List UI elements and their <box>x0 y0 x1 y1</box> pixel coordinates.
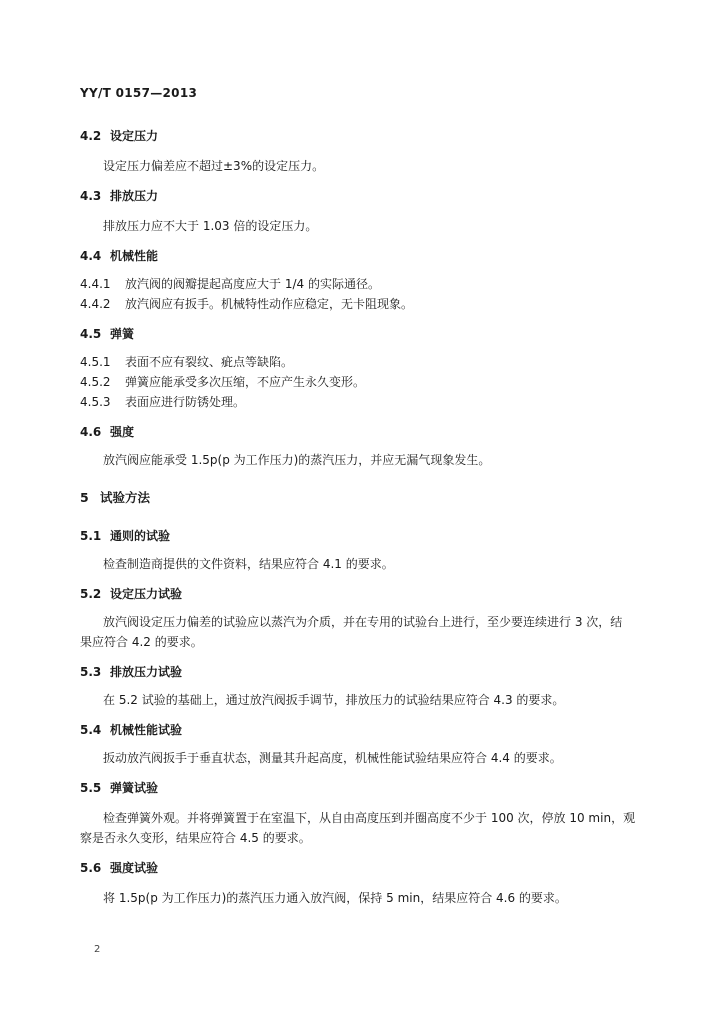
heading-5 <box>80 490 150 506</box>
heading-4-5 <box>80 326 134 342</box>
heading-4-2 <box>80 128 158 144</box>
section-title: 弹簧试验 <box>110 781 159 795</box>
clause-text: 弹簧应能承受多次压缩，不应产生永久变形。 <box>125 375 366 389</box>
clause-text: 表面不应有裂纹、疵点等缺陷。 <box>125 355 294 369</box>
clause-text: 放汽阀应有扳手。机械特性动作应稳定，无卡阻现象。 <box>125 297 414 311</box>
section-title: 机械性能试验 <box>110 723 183 737</box>
section-number: 5.6 <box>80 861 102 875</box>
clause-4-5-3 <box>80 394 245 410</box>
heading-5-3 <box>80 664 182 680</box>
section-number: 4.2 <box>80 129 102 143</box>
page-number: 2 <box>94 944 101 955</box>
chapter-number: 5 <box>80 490 89 505</box>
paragraph-5-5-line1: 检查弹簧外观。并将弹簧置于在室温下，从自由高度压到并圈高度不少于 100 次，停放 10 min，观 <box>103 811 636 825</box>
clause-text: 表面应进行防锈处理。 <box>125 395 246 409</box>
paragraph-5-3: 在 5.2 试验的基础上，通过放汽阀扳手调节，排放压力的试验结果应符合 4.3 的要求。 <box>103 693 565 707</box>
section-title: 弹簧 <box>110 327 135 341</box>
section-number: 5.4 <box>80 723 102 737</box>
clause-4-4-2 <box>80 296 413 312</box>
paragraph-5-5-line2: 察是否永久变形，结果应符合 4.5 的要求。 <box>80 831 311 845</box>
section-number: 4.6 <box>80 425 102 439</box>
section-number: 4.3 <box>80 189 102 203</box>
section-title: 强度试验 <box>110 861 159 875</box>
clause-number: 4.4.2 <box>80 297 111 311</box>
section-title: 通则的试验 <box>110 529 171 543</box>
section-number: 5.1 <box>80 529 102 543</box>
chapter-title: 试验方法 <box>100 490 151 505</box>
section-number: 5.2 <box>80 587 102 601</box>
paragraph-5-6: 将 1.5p(p 为工作压力)的蒸汽压力通入放汽阀，保持 5 min，结果应符合 4.6 的要求。 <box>103 891 567 905</box>
paragraph-5-2-line1: 放汽阀设定压力偏差的试验应以蒸汽为介质，并在专用的试验台上进行，至少要连续进行 3 次，结 <box>103 615 623 629</box>
clause-number: 4.5.2 <box>80 375 111 389</box>
paragraph-5-4: 扳动放汽阀扳手于垂直状态，测量其升起高度，机械性能试验结果应符合 4.4 的要求。 <box>103 751 562 765</box>
section-title: 排放压力 <box>110 189 159 203</box>
section-title: 机械性能 <box>110 249 159 263</box>
clause-4-5-1 <box>80 354 293 370</box>
heading-4-6 <box>80 424 134 440</box>
heading-5-6 <box>80 860 158 876</box>
section-number: 5.3 <box>80 665 102 679</box>
section-number: 4.4 <box>80 249 102 263</box>
paragraph-4-2: 设定压力偏差应不超过±3%的设定压力。 <box>103 159 325 173</box>
paragraph-4-3: 排放压力应不大于 1.03 倍的设定压力。 <box>103 219 318 233</box>
clause-4-5-2 <box>80 374 365 390</box>
section-title: 设定压力试验 <box>110 587 183 601</box>
clause-text: 放汽阀的阀瓣提起高度应大于 1/4 的实际通径。 <box>125 277 380 291</box>
heading-5-1 <box>80 528 170 544</box>
section-number: 5.5 <box>80 781 102 795</box>
section-title: 排放压力试验 <box>110 665 183 679</box>
heading-5-2 <box>80 586 182 602</box>
clause-number: 4.4.1 <box>80 277 111 291</box>
heading-4-4 <box>80 248 158 264</box>
standard-number: YY/T 0157—2013 <box>80 86 198 100</box>
section-title: 设定压力 <box>110 129 159 143</box>
section-number: 4.5 <box>80 327 102 341</box>
section-title: 强度 <box>110 425 135 439</box>
heading-5-4 <box>80 722 182 738</box>
clause-number: 4.5.1 <box>80 355 111 369</box>
paragraph-5-1: 检查制造商提供的文件资料，结果应符合 4.1 的要求。 <box>103 557 394 571</box>
paragraph-4-6: 放汽阀应能承受 1.5p(p 为工作压力)的蒸汽压力，并应无漏气现象发生。 <box>103 453 491 467</box>
paragraph-5-2-line2: 果应符合 4.2 的要求。 <box>80 635 203 649</box>
clause-4-4-1 <box>80 276 380 292</box>
heading-5-5 <box>80 780 158 796</box>
clause-number: 4.5.3 <box>80 395 111 409</box>
heading-4-3 <box>80 188 158 204</box>
